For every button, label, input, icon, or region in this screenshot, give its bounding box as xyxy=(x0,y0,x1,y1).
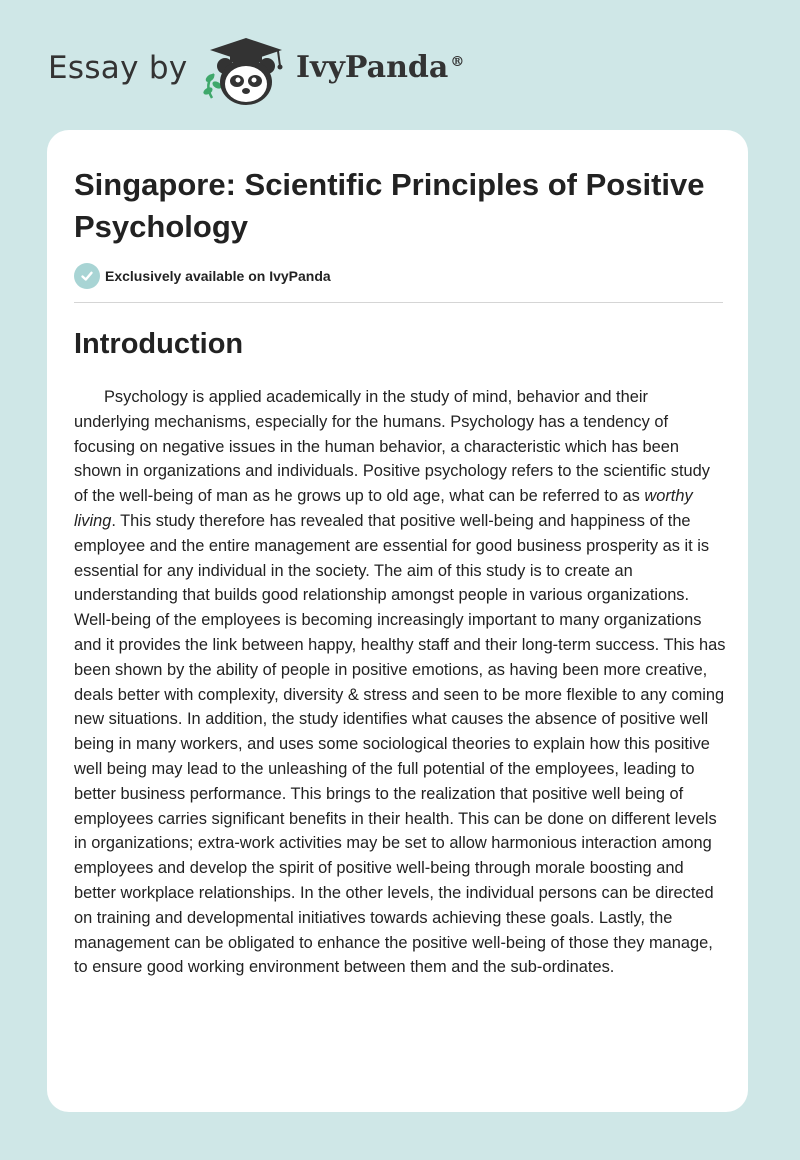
emphasis-worthy-living: worthy living xyxy=(74,487,693,530)
exclusive-badge xyxy=(74,263,331,289)
site-header xyxy=(0,0,800,130)
essay-card xyxy=(47,130,748,1112)
ivypanda-logo-text[interactable]: IvyPanda ® xyxy=(296,50,465,85)
introduction-paragraph: Psychology is applied academically in the study of mind, behavior and their underlying mechanisms, especially for the humans. Psychology has a tendency of focusing on negative issues in the human behavior, a characteristic which has been shown in organizations and individuals. Positive psychology refers to the scientific study of the well-being of man as he grows up to old age, what can be referred to as worthy living. This study therefore has revealed that positive well-being and happiness of the employee and the entire management are essential for good business prosperity as it is essential for any individual in the society. The aim of this study is to create an understanding that builds good relationship amongst people in various organizations. Well-being of the employees is becoming increasingly important to many organizations and it provides the link between happy, healthy staff and their long-term success. This has been shown by the ability of people in positive emotions, as having been more creative, deals better with complexity, diversity & stress and seen to be more flexible to any coming new situations. In addition, the study identifies what causes the absence of positive well being in many workers, and uses some sociological theories to explain how this positive well being may lead to the unleashing of the full potential of the employees, leading to better business performance. This brings to the realization that positive well being of employees carries significant benefits in their health. This can be done on different levels in organizations; extra-work activities may be set to allow harmonious interaction among employees and develop the spirit of positive well-being through morale boosting and better workplace relationships. In the other levels, the individual persons can be directed on training and developmental initiatives towards achieving these goals. Lastly, the management can be obligated to enhance the positive well-being of those they manage, to ensure good working environment between them and the sub-ordinates. xyxy=(74,388,726,977)
essay-by-label: Essay by xyxy=(48,50,188,86)
exclusive-label: Exclusively available on IvyPanda xyxy=(105,268,331,284)
registered-mark: ® xyxy=(450,54,465,70)
section-heading-introduction: Introduction xyxy=(74,328,244,360)
divider xyxy=(74,302,723,303)
checkmark-icon xyxy=(74,263,100,289)
essay-title: Singapore: Scientific Principles of Positive Psychology xyxy=(74,167,705,244)
panda-graduate-icon[interactable] xyxy=(198,36,294,108)
